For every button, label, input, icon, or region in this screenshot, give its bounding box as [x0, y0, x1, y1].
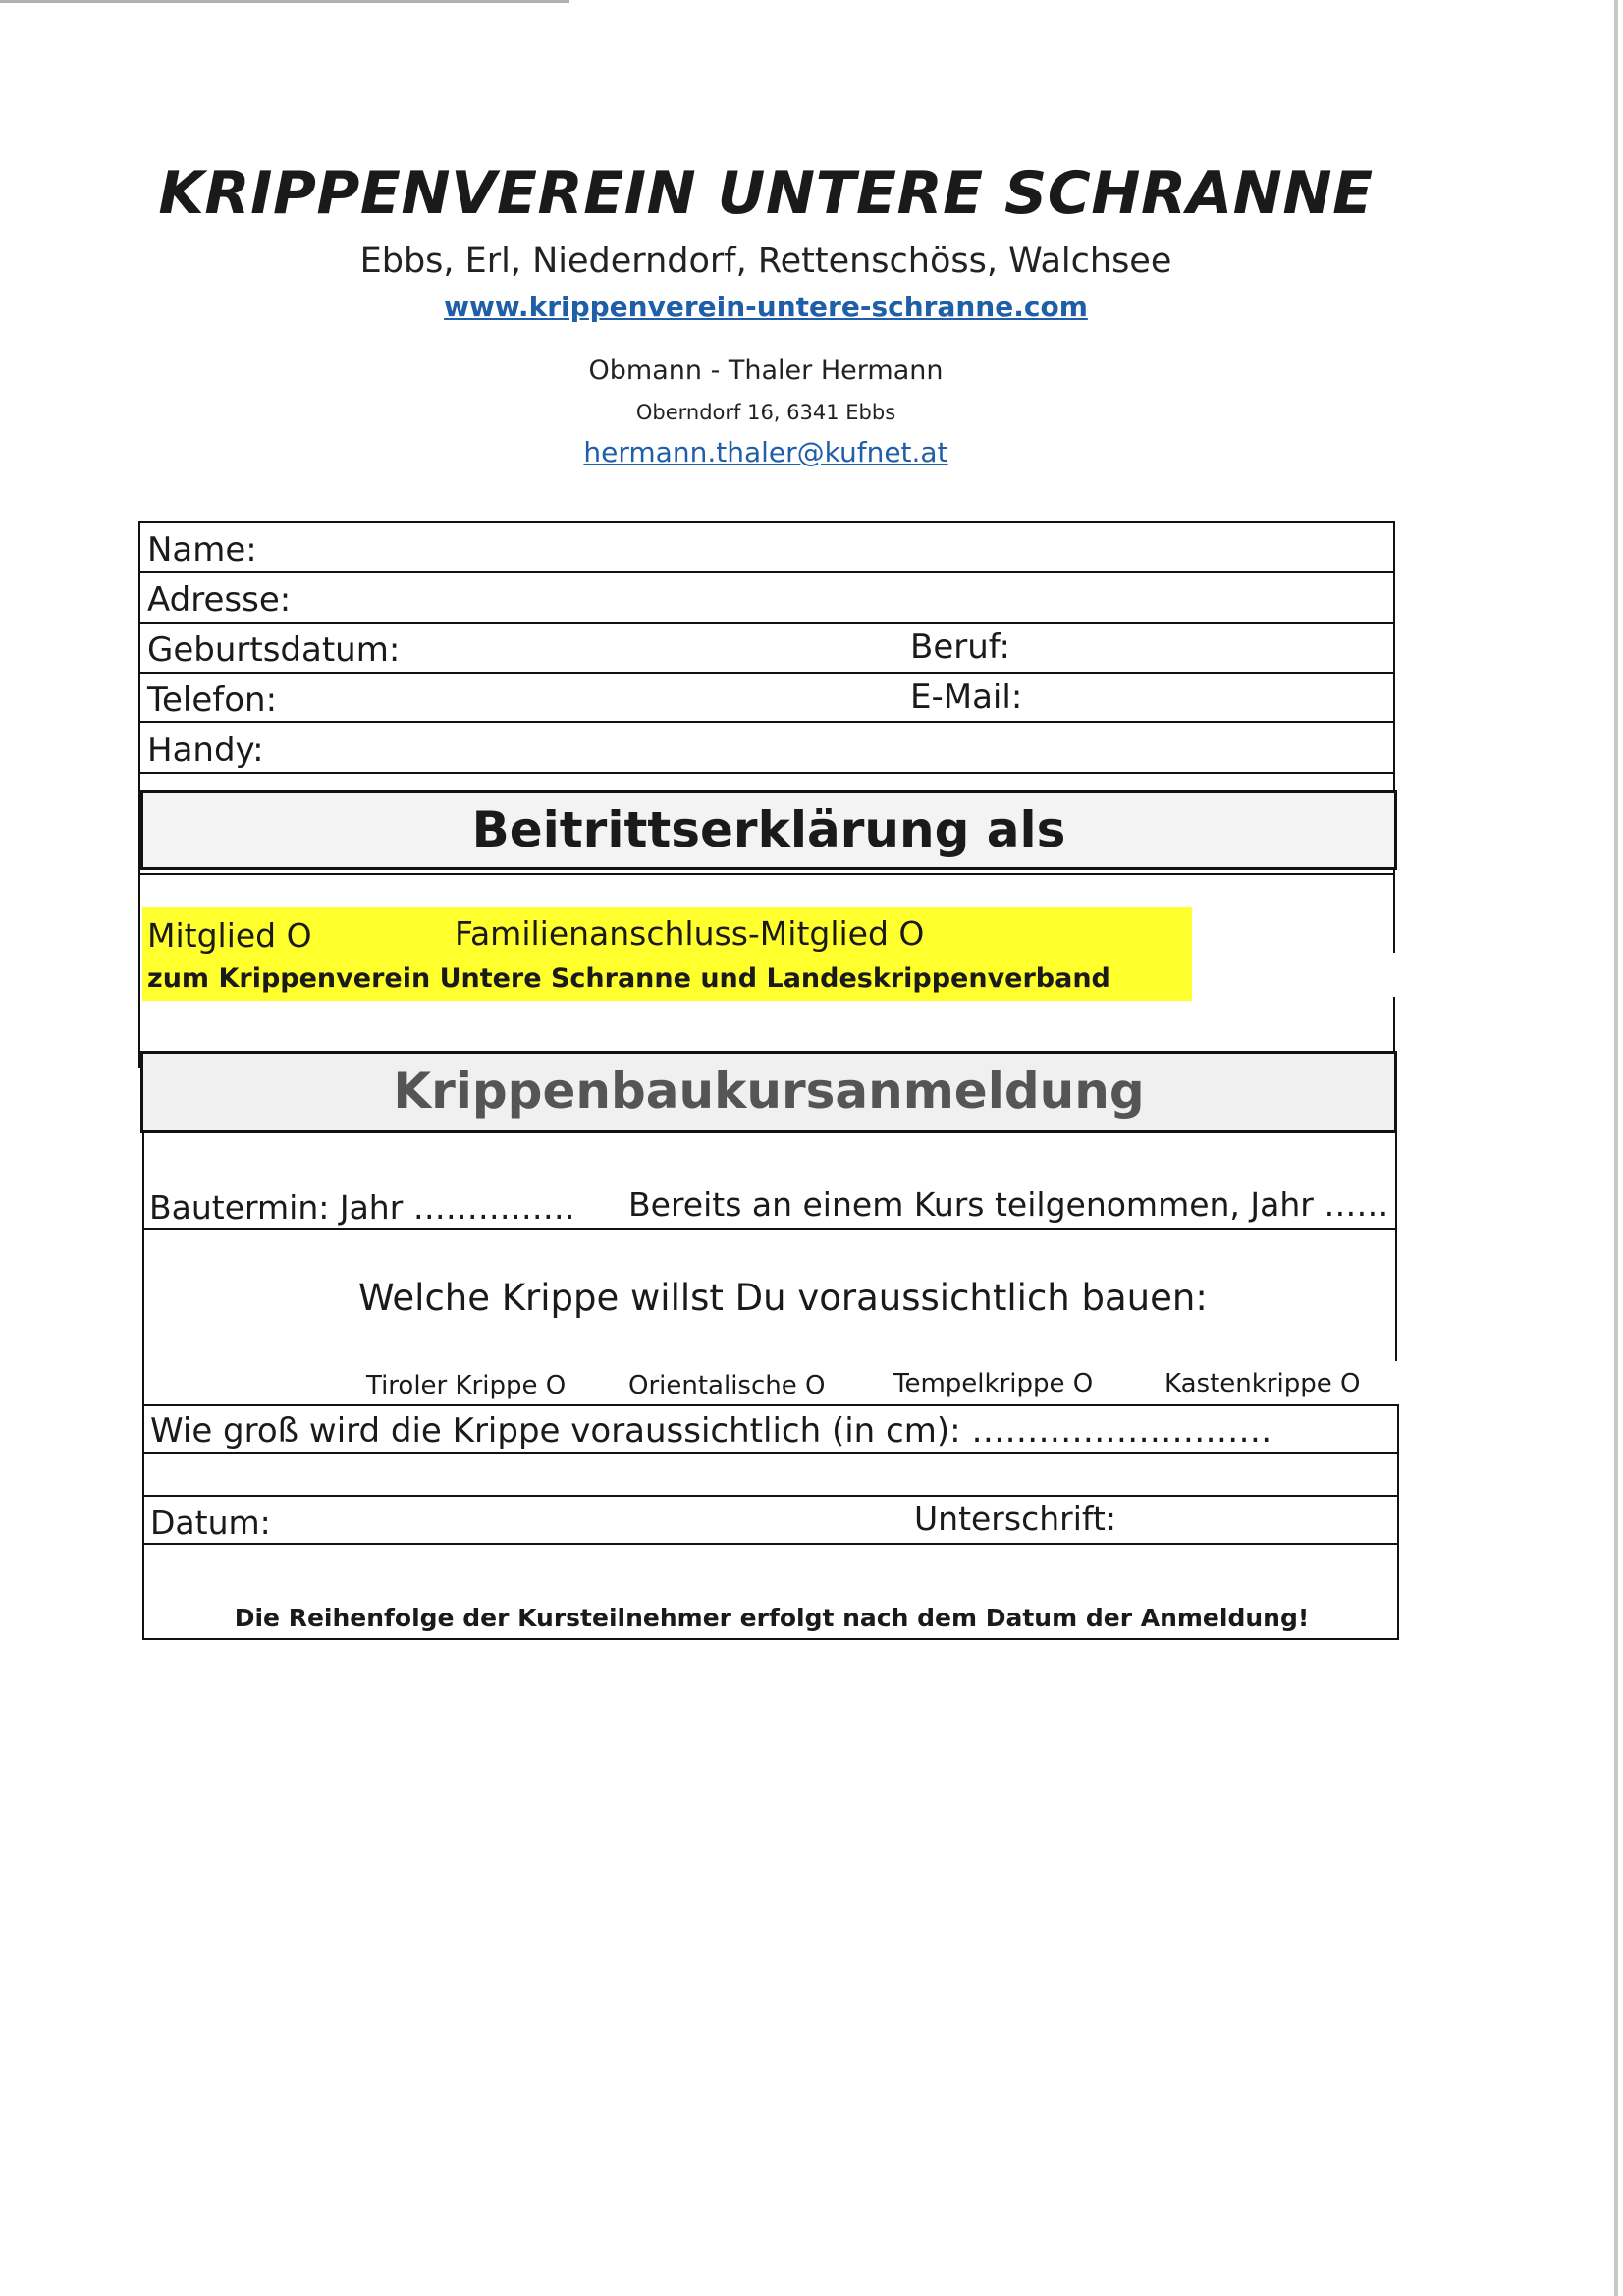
crib-type-tirolean[interactable]: Tiroler Krippe O	[366, 1371, 567, 1400]
chairman-line: Obmann - Thaler Hermann	[588, 355, 944, 386]
section-border-left	[142, 1133, 144, 1638]
scan-edge-right	[1614, 0, 1618, 2296]
date-field[interactable]: Datum:	[150, 1503, 271, 1542]
crib-type-oriental[interactable]: Orientalische O	[628, 1371, 826, 1400]
section-divider	[138, 873, 1395, 875]
course-heading-band	[140, 1051, 1397, 1133]
address-field[interactable]: Adresse:	[147, 580, 292, 620]
section-divider	[142, 1495, 1399, 1497]
section-border-right	[1393, 997, 1395, 1056]
signature-field[interactable]: Unterschrift:	[914, 1500, 1116, 1538]
section-divider	[142, 1404, 1399, 1406]
table-bottom-border	[142, 1638, 1399, 1640]
crib-type-box[interactable]: Kastenkrippe O	[1164, 1369, 1361, 1398]
member-option[interactable]: Mitglied O	[147, 916, 312, 955]
association-line: zum Krippenverein Untere Schranne und Landeskrippenverband	[147, 963, 1110, 994]
website-link[interactable]: www.krippenverein-untere-schranne.com	[444, 291, 1088, 323]
name-field[interactable]: Name:	[147, 530, 257, 570]
section-border-right	[1395, 1133, 1397, 1361]
membership-heading-band	[140, 790, 1397, 870]
association-title: KRIPPENVEREIN UNTERE SCHRANNE	[158, 159, 1374, 228]
mobile-field[interactable]: Handy:	[147, 731, 264, 770]
job-field[interactable]: Beruf:	[910, 628, 1010, 667]
table-row-divider	[138, 622, 1395, 624]
table-row-divider	[138, 571, 1395, 573]
email-field[interactable]: E-Mail:	[910, 678, 1023, 717]
previous-course-field[interactable]: Bereits an einem Kurs teilgenommen, Jahr ……	[628, 1185, 1389, 1224]
table-row-divider	[138, 721, 1395, 723]
chairman-address: Oberndorf 16, 6341 Ebbs	[635, 401, 896, 424]
build-date-field[interactable]: Bautermin: Jahr ……………	[149, 1188, 575, 1227]
table-row-divider	[138, 672, 1395, 674]
email-link-wrapper	[0, 436, 1532, 468]
course-heading: Krippenbaukursanmeldung	[393, 1063, 1145, 1120]
section-divider	[142, 1543, 1399, 1545]
scan-edge-top	[0, 0, 569, 3]
registration-order-note: Die Reihenfolge der Kursteilnehmer erfolgt nach dem Datum der Anmeldung!	[234, 1604, 1310, 1632]
crib-type-temple[interactable]: Tempelkrippe O	[893, 1369, 1094, 1398]
family-member-option[interactable]: Familienanschluss-Mitglied O	[455, 914, 925, 953]
crib-type-question: Welche Krippe willst Du voraussichtlich bauen:	[358, 1277, 1208, 1319]
association-places: Ebbs, Erl, Niederndorf, Rettenschöss, Walchsee	[359, 242, 1172, 281]
phone-field[interactable]: Telefon:	[147, 681, 278, 720]
section-divider	[142, 1228, 1396, 1230]
email-link[interactable]: hermann.thaler@kufnet.at	[583, 436, 948, 468]
crib-size-field[interactable]: Wie groß wird die Krippe voraussichtlich (in cm): ………………………	[150, 1411, 1272, 1450]
membership-heading: Beitrittserklärung als	[471, 801, 1066, 858]
section-divider	[142, 1452, 1399, 1454]
website-link-wrapper	[0, 291, 1532, 323]
birthdate-field[interactable]: Geburtsdatum:	[147, 630, 401, 670]
